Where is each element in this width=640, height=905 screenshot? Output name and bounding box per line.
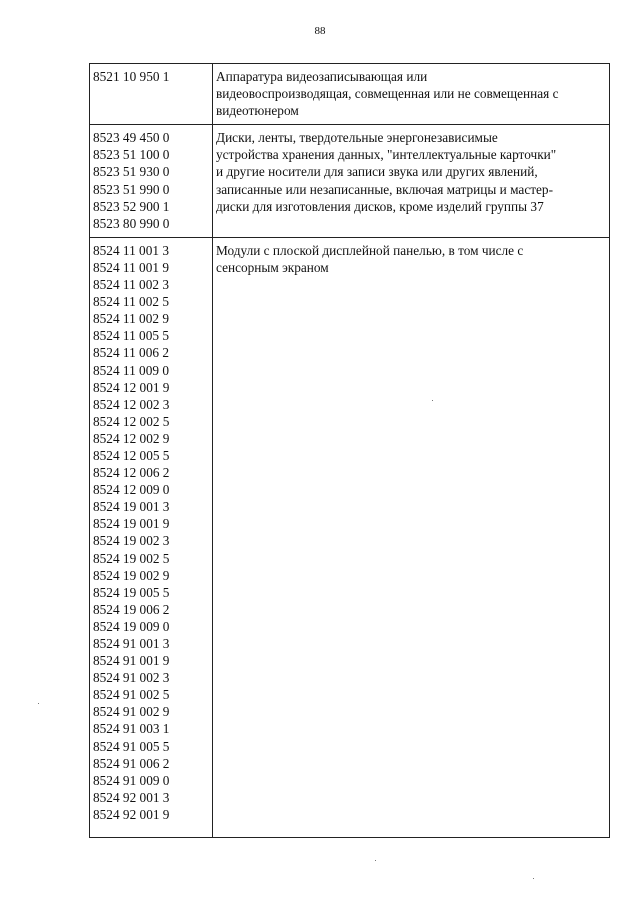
description-line: видеовоспроизводящая, совмещенная или не совмещенная с <box>216 86 559 102</box>
tnved-code: 8524 91 006 2 <box>93 755 170 771</box>
scan-speck <box>533 878 534 879</box>
tnved-code: 8523 51 930 0 <box>93 164 170 180</box>
description-cell <box>213 125 610 238</box>
tnved-code: 8523 51 100 0 <box>93 147 170 163</box>
description-line: Аппаратура видеозаписывающая или <box>216 69 428 84</box>
tnved-code: 8521 10 950 1 <box>93 69 170 84</box>
tnved-code: 8523 52 900 1 <box>93 198 170 214</box>
code-cell <box>90 237 213 837</box>
scan-speck <box>432 400 433 401</box>
description-cell <box>213 64 610 125</box>
page-number: 88 <box>314 25 326 37</box>
tnved-code: 8524 11 001 3 <box>93 242 169 258</box>
tnved-code: 8523 51 990 0 <box>93 181 170 197</box>
tnved-code: 8524 91 009 0 <box>93 772 170 788</box>
code-cell <box>90 64 213 125</box>
tnved-code: 8524 19 002 3 <box>93 533 170 549</box>
description-line: устройства хранения данных, "интеллектуальные карточки" <box>216 147 557 163</box>
description-line: Диски, ленты, твердотельные энергонезависимые <box>216 130 498 146</box>
tnved-code: 8524 12 005 5 <box>93 447 170 463</box>
tnved-code: 8524 19 005 5 <box>93 584 170 600</box>
table-row <box>90 237 610 837</box>
tnved-code: 8524 19 002 9 <box>93 567 170 583</box>
description-line: сенсорным экраном <box>216 259 329 275</box>
tnved-table <box>89 63 610 838</box>
tnved-code: 8524 92 001 9 <box>93 806 170 822</box>
tnved-code: 8524 91 001 9 <box>93 653 170 669</box>
tnved-code: 8524 11 005 5 <box>93 328 169 344</box>
tnved-code: 8524 11 002 5 <box>93 294 169 310</box>
table-body <box>90 64 610 838</box>
tnved-code: 8524 11 001 9 <box>93 259 169 275</box>
description-line: диски для изготовления дисков, кроме изделий группы 37 <box>216 198 544 214</box>
tnved-code: 8524 19 006 2 <box>93 601 170 617</box>
tnved-code: 8524 92 001 3 <box>93 789 170 805</box>
tnved-code: 8524 12 006 2 <box>93 465 170 481</box>
tnved-code: 8523 49 450 0 <box>93 130 170 146</box>
description-line: видеотюнером <box>216 103 299 119</box>
tnved-code: 8524 11 002 3 <box>93 277 169 293</box>
tnved-code: 8524 91 003 1 <box>93 721 170 737</box>
tnved-code: 8524 11 002 9 <box>93 311 169 327</box>
tnved-code: 8524 91 002 5 <box>93 687 170 703</box>
tnved-code: 8524 12 002 9 <box>93 430 170 446</box>
table-row <box>90 64 610 125</box>
tnved-code: 8524 12 001 9 <box>93 379 170 395</box>
tnved-code: 8524 19 001 3 <box>93 499 170 515</box>
tnved-code: 8524 12 009 0 <box>93 482 170 498</box>
tnved-code: 8524 11 009 0 <box>93 362 169 378</box>
tnved-code: 8524 91 005 5 <box>93 738 170 754</box>
tnved-code: 8524 91 002 3 <box>93 670 170 686</box>
tnved-code: 8524 91 001 3 <box>93 636 170 651</box>
tnved-code: 8524 12 002 5 <box>93 413 170 429</box>
table-row <box>90 125 610 238</box>
tnved-code: 8524 91 002 9 <box>93 704 170 720</box>
tnved-code: 8524 19 001 9 <box>93 516 170 532</box>
description-line: и другие носители для записи звука или других явлений, <box>216 164 538 180</box>
tnved-code: 8524 11 006 2 <box>93 345 169 361</box>
tnved-code: 8524 19 009 0 <box>93 618 170 634</box>
tnved-code: 8524 19 002 5 <box>93 550 170 566</box>
tnved-code: 8524 12 002 3 <box>93 396 170 412</box>
code-cell <box>90 125 213 238</box>
scan-speck <box>38 703 39 704</box>
tnved-code: 8523 80 990 0 <box>93 215 170 231</box>
scan-speck <box>375 860 376 861</box>
description-line: записанные или незаписанные, включая матрицы и мастер- <box>216 181 554 197</box>
description-cell <box>213 237 610 837</box>
description-line: Модули с плоской дисплейной панелью, в том числе с <box>216 242 524 258</box>
